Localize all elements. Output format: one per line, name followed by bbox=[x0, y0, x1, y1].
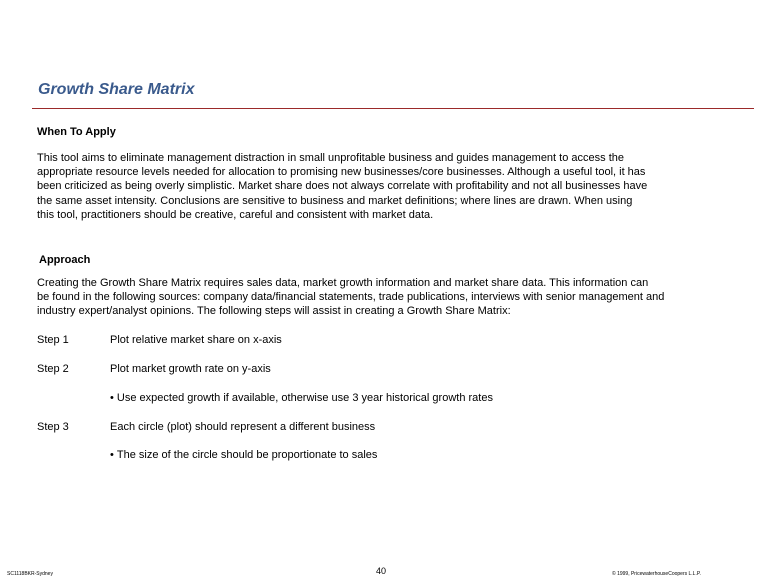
when-to-apply-heading: When To Apply bbox=[37, 126, 116, 138]
page-title: Growth Share Matrix bbox=[38, 81, 195, 98]
approach-heading: Approach bbox=[39, 254, 91, 266]
step-2-bullet-text: Use expected growth if available, otherwise use 3 year historical growth rates bbox=[116, 392, 493, 404]
paragraph-line: be found in the following sources: company data/financial statements, trade publications, interviews with senior management and bbox=[37, 291, 665, 304]
step-3-label: Step 3 bbox=[37, 421, 69, 433]
paragraph-line: Creating the Growth Share Matrix requires sales data, market growth information and market share data. This information can bbox=[37, 277, 649, 289]
bullet-icon: • bbox=[110, 449, 117, 461]
step-3-bullet bbox=[110, 449, 377, 461]
step-2-bullet bbox=[110, 392, 493, 404]
paragraph-line: This tool aims to eliminate management distraction in small unprofitable business and guides management to access the bbox=[37, 152, 624, 164]
paragraph-line: industry expert/analyst opinions. The following steps will assist in creating a Growth Share Matrix: bbox=[37, 305, 511, 318]
paragraph-line: this tool, practitioners should be creative, careful and consistent with market data. bbox=[37, 208, 434, 221]
paragraph-line: been criticized as being overly simplistic. Market share does not always correlate with profitability and not all businesses have bbox=[37, 180, 648, 193]
footer-document-code: SC1118BKR-Sydney bbox=[7, 571, 53, 577]
paragraph-line: the same asset intensity. Conclusions are sensitive to business and market definitions; where lines are drawn. When using bbox=[37, 194, 633, 207]
step-1-text: Plot relative market share on x-axis bbox=[110, 334, 282, 346]
step-3-bullet-text: The size of the circle should be proportionate to sales bbox=[116, 449, 378, 461]
title-divider bbox=[32, 108, 754, 109]
footer-copyright: © 1999, PricewaterhouseCoopers L.L.P. bbox=[612, 571, 701, 577]
step-3-text: Each circle (plot) should represent a different business bbox=[110, 421, 376, 433]
bullet-icon: • bbox=[110, 392, 117, 404]
paragraph-line: appropriate resource levels needed for allocation to promising new businesses/core businesses. Although a useful tool, it has bbox=[37, 166, 646, 179]
when-to-apply-paragraph bbox=[37, 151, 737, 222]
footer-page-number: 40 bbox=[376, 566, 387, 576]
step-2-label: Step 2 bbox=[37, 363, 69, 375]
approach-paragraph bbox=[37, 276, 737, 319]
step-2-text: Plot market growth rate on y-axis bbox=[110, 363, 271, 375]
step-1-label: Step 1 bbox=[37, 334, 69, 346]
